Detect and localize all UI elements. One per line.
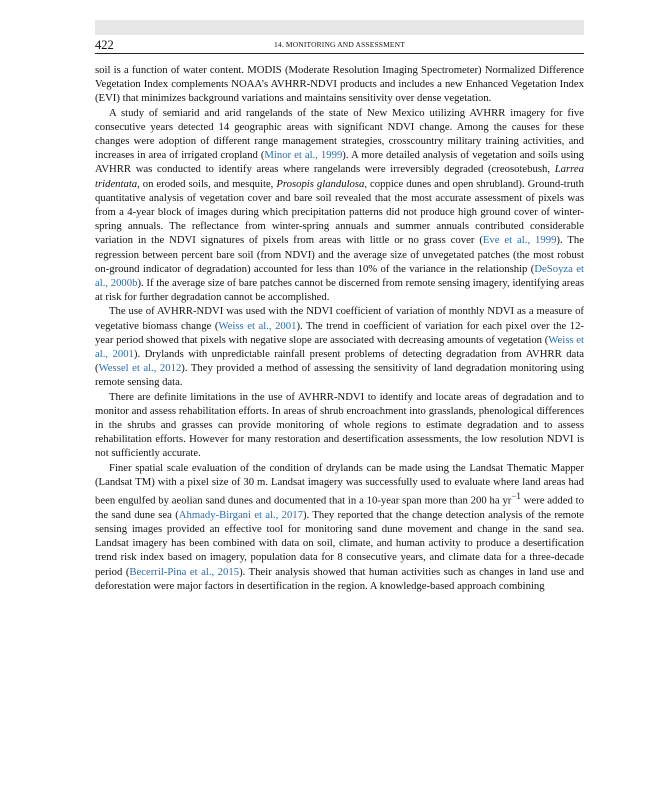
text: ). The regression between percent bare soil (from NDVI) and the average size of unvegetated patches (the most robust on-ground indicator of degradation) accounted for less than 10% of the variance in the relationship ( <box>95 234 585 275</box>
paragraph <box>95 461 584 593</box>
citation-link[interactable]: Eve et al., 1999 <box>482 234 557 247</box>
citation-link[interactable]: Wessel et al., 2012 <box>98 362 182 375</box>
text: Finer spatial scale evaluation of the condition of drylands can be made using the Landsat Thematic Mapper (Landsat TM) with a pixel size of 30 m. Landsat imagery was successfully used to evaluate where land areas had been engulfed by aeolian sand dunes and documented that in a 10-year span more than 200 ha yr <box>95 461 584 507</box>
citation-link[interactable]: Becerril-Pina et al., 2015 <box>129 565 240 578</box>
text: The use of AVHRR-NDVI was used with the NDVI coefficient of variation of monthly NDVI as a measure of vegetative biomass change ( <box>95 305 584 332</box>
text: A study of semiarid and arid rangelands of the state of New Mexico utilizing AVHRR imagery for five consecutive years detected 14 geographic areas with significant NDVI change. Among the causes for these changes were adoption of different range management strategies, crosscountry military training activities, and increases in area of irrigated cropland ( <box>95 106 584 162</box>
text: ). Drylands with unpredictable rainfall present problems of detecting degradation from AVHRR data ( <box>95 348 584 375</box>
citation-link[interactable]: Minor et al., 1999 <box>264 149 343 162</box>
text: ). If the average size of bare patches cannot be discerned from remote sensing imagery, identifying areas at risk for further degradation cannot be accomplished. <box>95 277 584 304</box>
citation-link[interactable]: Weiss et al., 2001 <box>95 333 584 361</box>
text: There are definite limitations in the use of AVHRR-NDVI to identify and locate areas of degradation and to monitor and assess rehabilitation efforts. In areas of shrub encroachment into grasslands, phenological differences in the shrubs and grasses can provide monitoring of whole regions to estimate degradation and to assess rehabilitation efforts. However for many restoration and desertification assessments, the low resolution NDVI is not sufficiently accurate. <box>95 390 584 460</box>
citation-link[interactable]: DeSoyza et al., 2000b <box>95 262 584 290</box>
header-band <box>95 20 584 35</box>
text: ). They provided a method of assessing the sensitivity of land degradation monitoring using remote sensing data. <box>95 362 584 389</box>
paragraph <box>95 304 584 389</box>
text: ). They reported that the change detection analysis of the remote sensing images provided an effective tool for monitoring sand dune movement and change in the sand sea. Landsat imagery has been combined with data on soil, climate, and human activity to produce a desertification trend risk index based on imagery, population data for 8 consecutive years, and climate data for a three-decade period ( <box>95 508 585 578</box>
species-name: Larrea tridentata <box>95 163 584 190</box>
text: , on eroded soils, and mesquite, <box>137 177 277 190</box>
chapter-title: 14. MONITORING AND ASSESSMENT <box>274 40 405 49</box>
species-name: Prosopis glandulosa <box>276 177 365 190</box>
header-rule <box>95 53 584 54</box>
body-text <box>95 63 584 593</box>
text: ). The trend in coefficient of variation for each pixel over the 12-year period showed that pixels with negative slope are associated with decreasing amounts of vegetation ( <box>95 319 584 346</box>
paragraph <box>95 106 584 305</box>
text: soil is a function of water content. MODIS (Moderate Resolution Imaging Spectrometer) Normalized Difference Vegetation Index complements NOAA’s AVHRR-NDVI products and includes a new Enhanced Vegetation Index (EVI) that minimizes background variations and maintains sensitivity over dense vegetation. <box>95 64 584 105</box>
text: , coppice dunes and open shrubland). Ground-truth quantitative analysis of vegetation cover and bare soil revealed that the most accurate assessment of pixels was from a 4-year block of images during which precipitation patterns did not produce high ground cover of winter-spring annuals. The reflectance from winter-spring annuals and summer annuals contributed considerable variation in the NDVI signatures of pixels from areas with little or no grass cover ( <box>95 177 584 247</box>
text: ). Their analysis showed that human activities such as changes in land use and deforestation were major factors in desertification in the region. A knowledge-based approach combining <box>95 565 585 592</box>
text: were added to the sand dune sea ( <box>95 494 584 521</box>
citation-link[interactable]: Weiss et al., 2001 <box>218 319 297 332</box>
page-number: 422 <box>95 38 114 52</box>
text: ). A more detailed analysis of vegetation and soils using AVHRR was conducted to identify areas where rangelands were irreversibly degraded (creosotebush, <box>95 149 584 176</box>
paragraph <box>95 390 584 461</box>
running-head <box>95 38 584 52</box>
paragraph <box>95 63 584 106</box>
superscript: −1 <box>511 491 521 502</box>
citation-link[interactable]: Ahmady-Birgani et al., 2017 <box>178 508 303 521</box>
